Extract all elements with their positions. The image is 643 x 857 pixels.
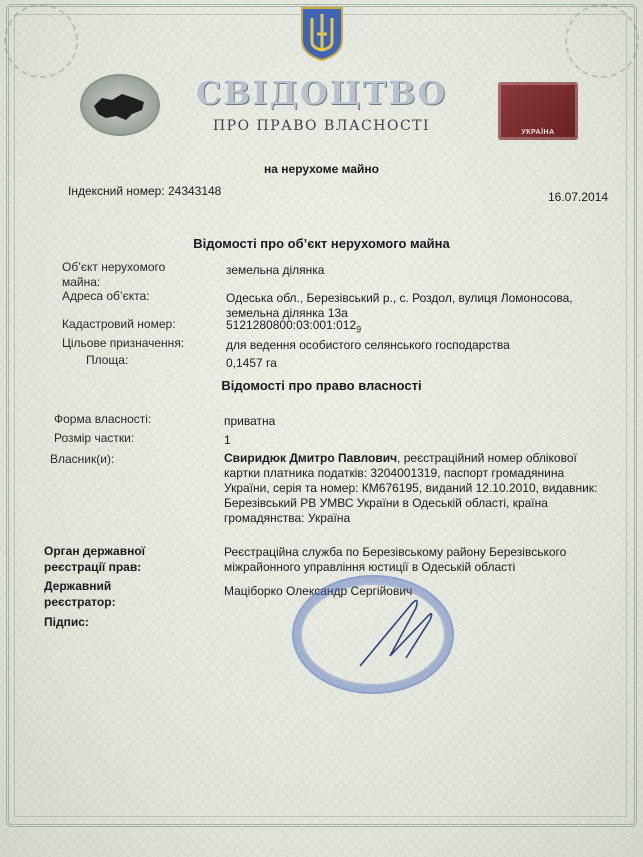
document-subtitle: ПРО ПРАВО ВЛАСНОСТІ [212, 118, 431, 134]
registration-organ-label: Орган державної реєстрації прав: [44, 544, 146, 574]
owner-info [224, 451, 612, 526]
owner-name: Свиридюк Дмитро Павлович [224, 451, 398, 465]
registrar-label: Державний реєстратор: [44, 579, 116, 609]
corner-ornament [4, 4, 78, 78]
cadastral-number: 5121280800:03:001:012 [226, 318, 357, 332]
trident-emblem-icon [296, 4, 348, 62]
issue-date: 16.07.2014 [548, 190, 609, 204]
owner-details: , реєстраційний номер облікової картки платника податків: 3204001319, паспорт громадянина України, серія та номер: КМ676195, виданий 12.10.2010, видавник: Березівський РВ УМВС України в Одеській області, країна громадянства: Україна [224, 451, 598, 525]
document-title: СВІДОЦТВО [195, 74, 448, 112]
cadastral-label: Кадастровий номер: [62, 317, 176, 331]
object-type-label: Об’єкт нерухомого майна: [62, 260, 166, 289]
area-value: 0,1457 га [226, 356, 277, 370]
cadastral-subscript: 9 [356, 324, 362, 335]
index-number [68, 184, 221, 198]
index-value: 24343148 [167, 184, 222, 198]
owner-label: Власник(и): [50, 452, 115, 466]
ownership-form-label: Форма власності: [54, 412, 152, 426]
index-label: Індексний номер: [68, 184, 165, 198]
area-label: Площа: [86, 353, 129, 367]
signature-label: Підпис: [44, 615, 89, 629]
corner-ornament [565, 4, 639, 78]
address-label: Адреса об’єкта: [62, 289, 150, 303]
registration-organ-value: Реєстраційна служба по Березівському району Березівського міжрайонного управління юстиції в Одеській області [224, 545, 567, 574]
registrar-value: Маціборко Олександр Сергійович [224, 584, 413, 598]
object-kind: на нерухоме майно [264, 162, 379, 176]
share-size-value: 1 [224, 433, 231, 447]
address-value: Одеська обл., Березівський р., с. Роздол, вулиця Ломоносова, земельна ділянка 13а [226, 291, 573, 320]
emblem-country-label: УКРАЇНА [521, 129, 555, 136]
handwritten-signature [350, 586, 440, 676]
purpose-label: Цільове призначення: [62, 336, 185, 350]
share-size-label: Розмір частки: [54, 431, 135, 445]
cadastral-value [226, 318, 361, 334]
purpose-value: для ведення особистого селянського господарства [226, 338, 510, 352]
object-type-value: земельна ділянка [226, 263, 325, 277]
ownership-section-heading: Відомості про право власності [221, 378, 422, 393]
object-section-heading: Відомості про об’єкт нерухомого майна [193, 236, 450, 251]
ownership-form-value: приватна [224, 414, 276, 428]
